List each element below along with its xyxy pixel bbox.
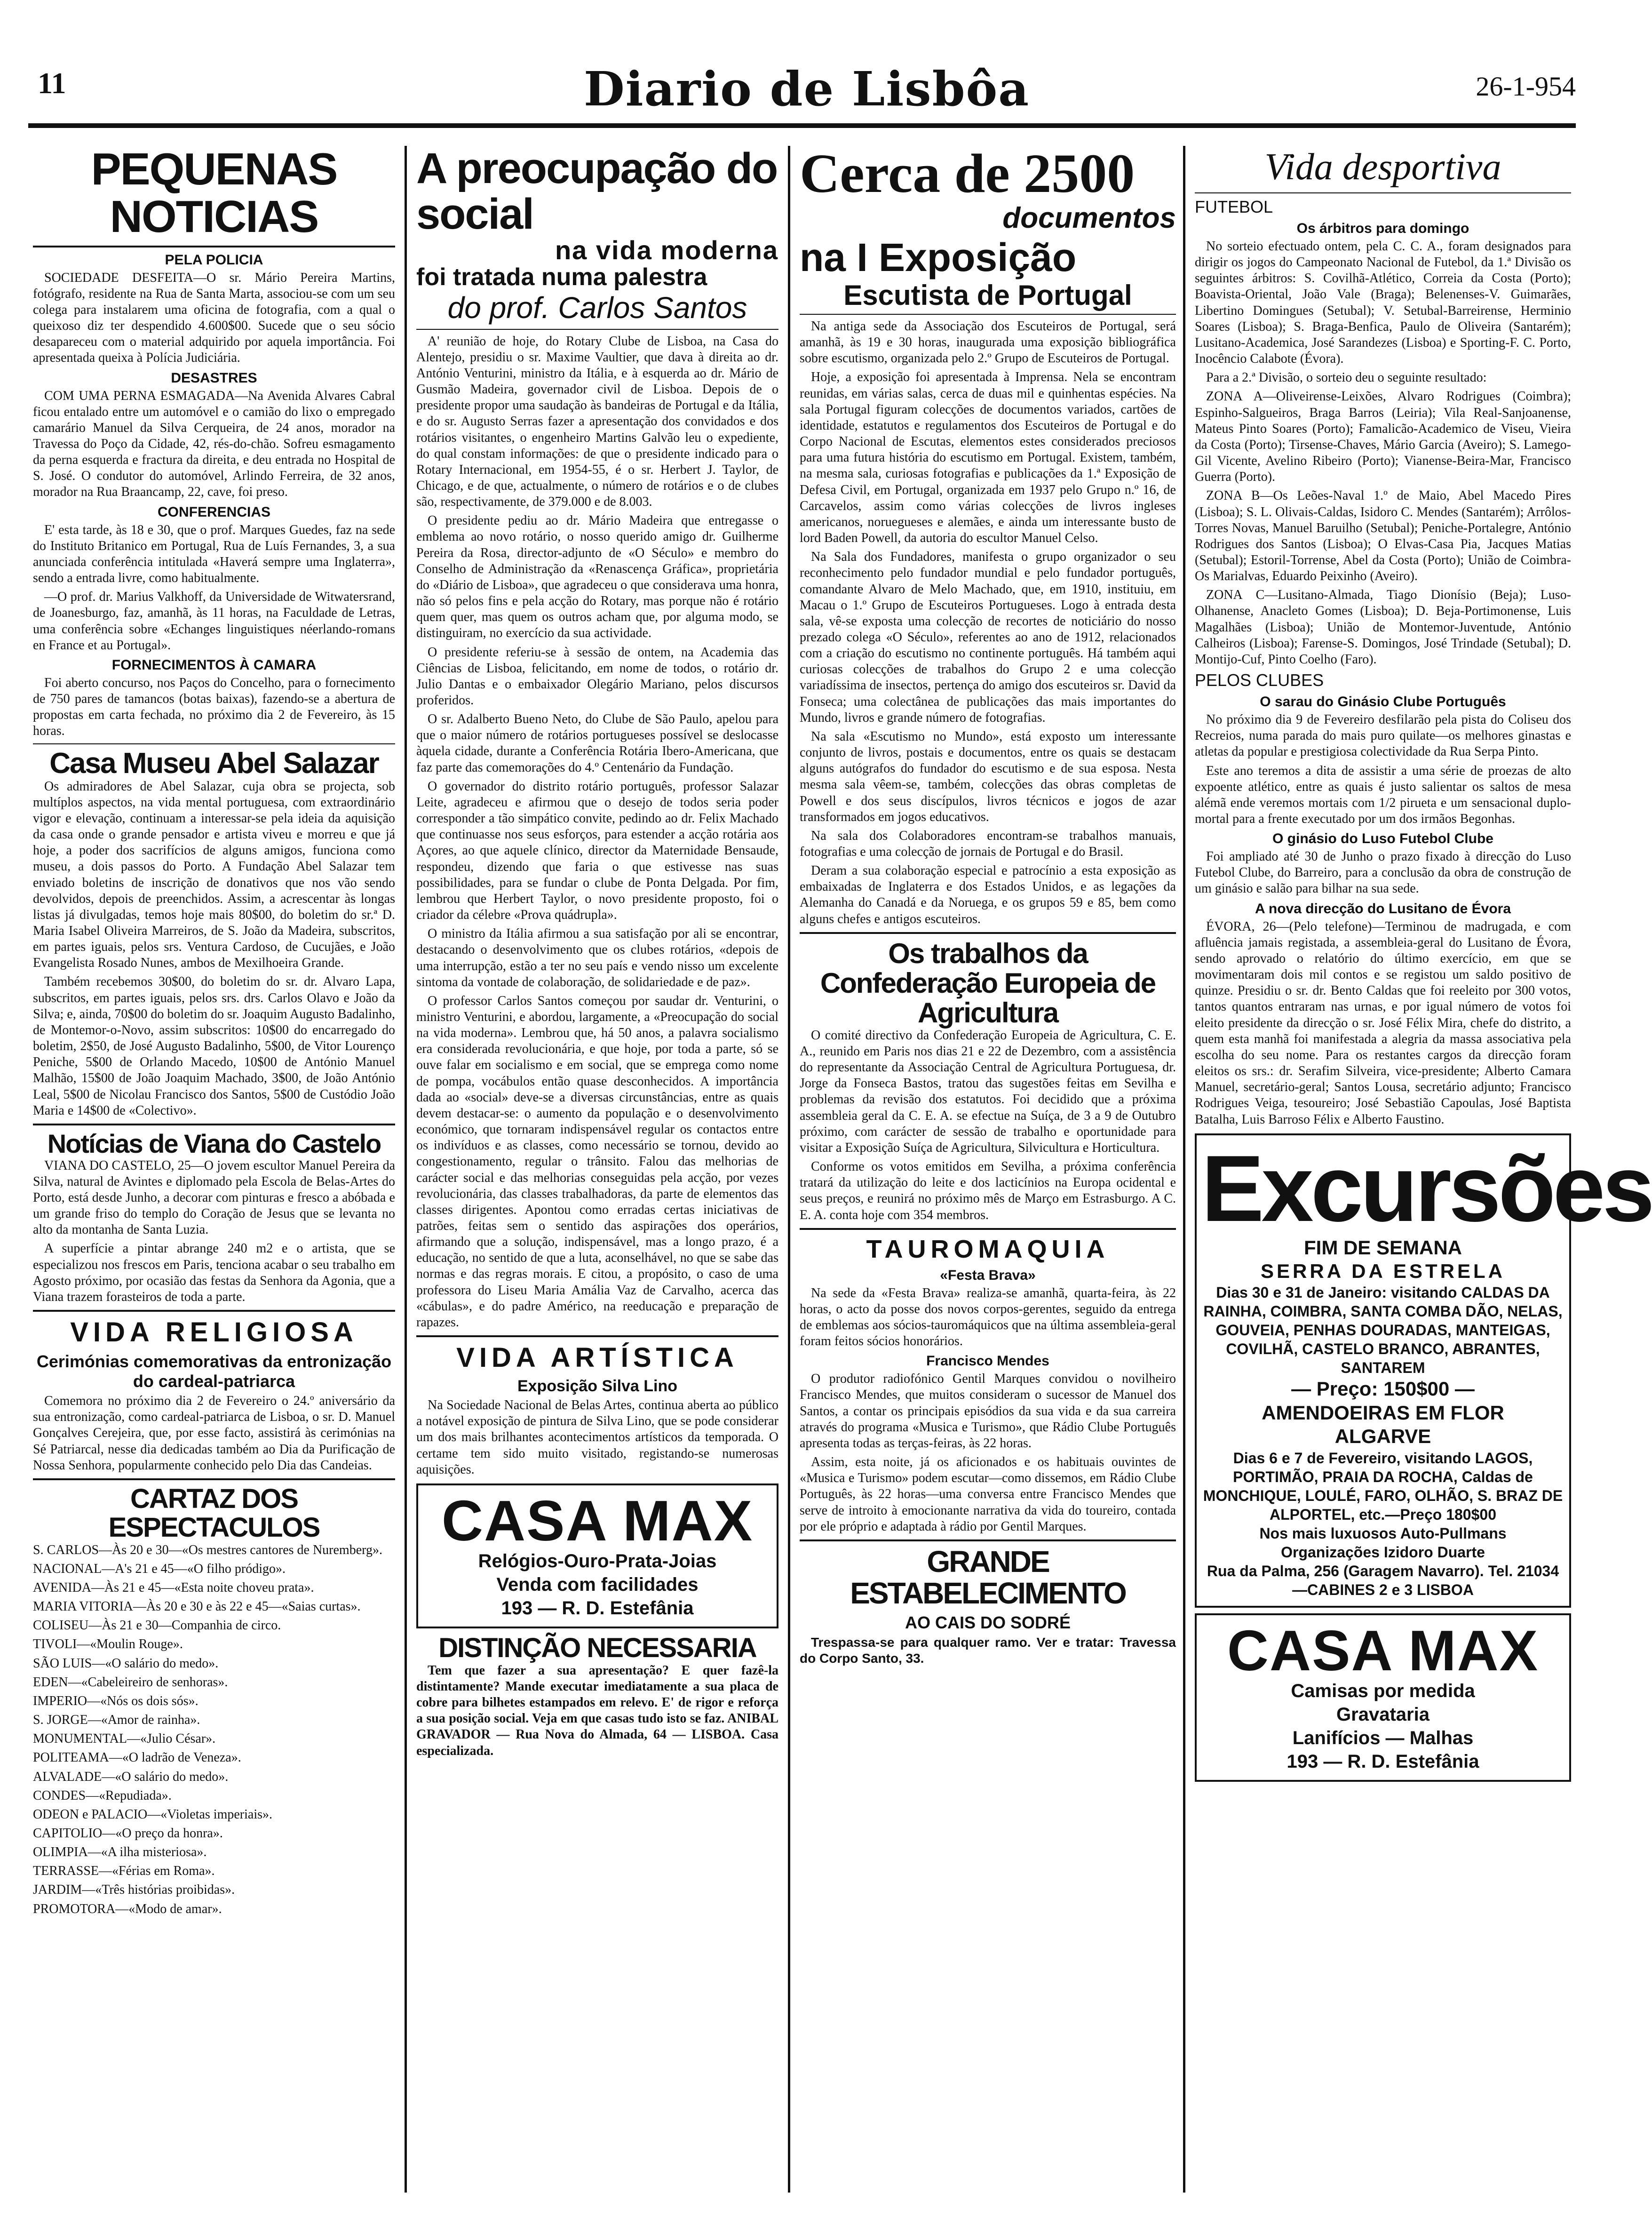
cartaz-item: JARDIM—«Três histórias proibidas». <box>33 1882 235 1898</box>
headline-distincao: DISTINÇÃO NECESSARIA <box>438 1632 756 1663</box>
divider <box>416 329 778 330</box>
article-paragraph: COM UMA PERNA ESMAGADA—Na Avenida Alvares Cabral ficou entalado entre um automóvel e o camião do lixo o empregado camarário Manuel da Silva Cerqueira, de 24 anos, morador na Travessa do Poço da Cidade, 42, rés-do-chão. Sofreu esmagamento da perna esquerda e fractura da direita, e deu entrada no Hospital de S. José. O condutor do automóvel, Arlindo Ferreira, de 32 anos, morador na Rua Braancamp, 22, cave, foi preso. <box>33 388 395 500</box>
cartaz-item: COLISEU—Às 21 e 30—Companhia de circo. <box>33 1618 281 1633</box>
ad-excursoes <box>1195 1133 1652 1608</box>
article-paragraph: SOCIEDADE DESFEITA—O sr. Mário Pereira Martins, fotógrafo, residente na Rua de Santa Marta, associou-se com um seu colega para instalarem uma oficina de fotografia, com a qual o queixoso diz ter despendido 4.600$00. Sucede que o seu sócio desapareceu com o material adquirido por aquela importância. Foi apresentada queixa à Polícia Judiciária. <box>33 270 395 366</box>
subhead-policia: PELA POLICIA <box>165 252 263 268</box>
article-paragraph: ZONA A—Oliveirense-Leixões, Alvaro Rodrigues (Coimbra); Espinho-Salgueiros, Braga Barros (Leiria); Vila Real-Sanjoanense, Mateus Pinto Soares (Porto); Famalicão-Academico de Viseu, Vieira da Costa (Porto); Tirsense-Chaves, Mário Garcia (Aveiro); S. Lamego-Gil Vicente, Avelino Ribeiro (Porto); Vianense-Beira-Mar, Francisco Guerra (Porto). <box>1195 389 1571 485</box>
ad-address: 193 — R. D. Estefânia <box>501 1597 694 1619</box>
cartaz-item: PROMOTORA—«Modo de amar». <box>33 1901 222 1916</box>
headline-preocupacao: A preocupação do social <box>416 144 778 238</box>
article-paragraph: Foi ampliado até 30 de Junho o prazo fixado à direcção do Luso Futebol Clube, do Barreiro, para a conclusão da obra de construção de um ginásio e salão para bilhar na sua sede. <box>1195 849 1571 896</box>
ad-line: AMENDOEIRAS EM FLOR <box>1262 1401 1504 1424</box>
column-divider <box>788 146 790 2193</box>
subhead-exposicao: Exposição Silva Lino <box>517 1377 678 1396</box>
cartaz-item: S. JORGE—«Amor de rainha». <box>33 1713 200 1728</box>
headline-line-2: na vida moderna <box>555 235 778 265</box>
subhead-francisco-mendes: Francisco Mendes <box>926 1353 1049 1369</box>
subhead-pelos-clubes: PELOS CLUBES <box>1195 670 1324 690</box>
cartaz-item: NACIONAL—A's 21 e 45—«O filho pródigo». <box>33 1561 286 1576</box>
divider <box>800 932 1176 934</box>
column-divider <box>405 146 407 2193</box>
ad-line: Nos mais luxuosos Auto-Pullmans <box>1259 1524 1507 1542</box>
article-paragraph: Comemora no próximo dia 2 de Fevereiro o 24.º aniversário da sua entronização, como cardeal-patriarca de Lisboa, o sr. D. Manuel Gonçalves Cerejeira, que, por esse facto, assistirá às cerimónias na Sé Patriarcal, nesse dia dedicadas também ao Dia da Purificação de Nossa Senhora, popularmente conhecido pelo Dia das Candeias. <box>33 1394 395 1473</box>
cartaz-item: CAPITOLIO—«O preço da honra». <box>33 1826 223 1841</box>
subhead-fornecimentos: FORNECIMENTOS À CAMARA <box>111 657 317 673</box>
article-paragraph: ZONA C—Lusitano-Almada, Tiago Dionísio (Beja); Luso-Olhanense, Anacleto Gomes (Lisboa); D. Beja-Portimonense, Luis Magalhães (Lisboa); União de Montemor-Juventude, António Calheiros (Lisboa); Farense-S. Domingos, José Trindade (Setubal); D. Montijo-Cuf, Pinto Coelho (Faro). <box>1195 588 1571 667</box>
article-paragraph: O comité directivo da Confederação Europeia de Agricultura, C. E. A., reunido em Paris nos dias 21 e 22 de Dezembro, com a assistência do representante da Associação Central de Agricultura Portuguesa, dr. Jorge da Fonseca Bastos, tratou das sugestões feitas em Sevilha e problemas da revisão dos estatutos. Foi decidido que a próxima assembleia geral da C. E. A. se efectue na Suíça, de 3 a 9 de Outubro próximo, com carácter de sessão de trabalho e oportunidade para visitar a Exposição Suíça de Agricultura, Silvicultura e Horticultura. <box>800 1028 1176 1155</box>
ad-price: — Preço: 150$00 — <box>1291 1378 1475 1400</box>
headline-vida-artistica: VIDA ARTÍSTICA <box>456 1342 739 1373</box>
cartaz-item: CONDES—«Repudiada». <box>33 1788 172 1803</box>
subhead-ginasio: O ginásio do Luso Futebol Clube <box>1272 831 1493 847</box>
headline-line-4: Escutista de Portugal <box>843 279 1132 311</box>
article-paragraph: Os admiradores de Abel Salazar, cuja obra se projecta, sob multíplos aspectos, na vida mental portuguesa, com extraordinário vigor e elevação, continuam a interessar-se pela ideia da aquisição da casa onde o grande pensador e artista viveu e morreu e que já hoje, a poder dos sacrifícios de alguns amigos, funciona como museu, a dois passos do Porto. A Fundação Abel Salazar tem enviado boletins de inscrição de donativos que nos vão sendo devolvidos, depois de preenchidos. Assim, a acrescentar às longas listas já divulgadas, temos hoje mais 80$00, do boletim do sr.ª D. Maria Isabel Oliveira Marreiros, de S. João da Madeira, subscritos, em partes iguais, pelos srs. Ventura Cardoso, de Cucujães, e João Evangelista Rosado Nunes, ambos de Mexilhoeira Grande. <box>33 779 395 971</box>
article-paragraph: E' esta tarde, às 18 e 30, que o prof. Marques Guedes, faz na sede do Instituto Britanico em Portugal, Rua de Luís Fernandes, 3, a sua anunciada conferência intitulada «Haverá sempre uma Inglaterra», sendo a entrada livre, como habitualmente. <box>33 522 395 586</box>
ad-line: Venda com facilidades <box>496 1574 699 1595</box>
ad-name: CASA MAX <box>441 1488 754 1553</box>
cartaz-item: SÃO LUIS—«O salário do medo». <box>33 1656 219 1671</box>
ad-address: 193 — R. D. Estefânia <box>1287 1751 1479 1772</box>
ad-line: AO CAIS DO SODRÉ <box>905 1613 1071 1633</box>
ad-title: Excursões <box>1201 1136 1652 1241</box>
ad-casa-max-relogios <box>416 1483 778 1628</box>
cartaz-item: AVENIDA—Às 21 e 45—«Esta noite choveu prata». <box>33 1580 314 1595</box>
column-divider <box>1183 146 1185 2193</box>
cartaz-item: MONUMENTAL—«Julio César». <box>33 1731 216 1746</box>
article-paragraph: —O prof. dr. Marius Valkhoff, da Universidade de Witwatersrand, de Joanesburgo, faz, amanhã, às 11 horas, na Faculdade de Letras, uma conferência sobre «Echanges linguistiques néerlando-romans en France et au Portugal». <box>33 590 395 653</box>
newspaper-title: Diario de Lisbôa <box>583 61 1030 117</box>
column-2 <box>416 146 778 2193</box>
article-paragraph: Este ano teremos a dita de assistir a uma série de proezas de alto expoente atlético, entre as quais é justo salientar os saltos de mesa alémã ende veremos mortais com 1/2 pirueta e um sensacional duplo-mortal para a frente executado por um dos irmãos Begonhas. <box>1195 763 1571 826</box>
divider <box>33 246 395 247</box>
headline-tauromaquia: TAUROMAQUIA <box>866 1235 1110 1263</box>
subhead-lusitano: A nova direcção do Lusitano de Évora <box>1255 901 1511 917</box>
subhead-sarau: O sarau do Ginásio Clube Português <box>1260 694 1506 710</box>
cartaz-item: POLITEAMA—«O ladrão de Veneza». <box>33 1750 241 1765</box>
page-number: 11 <box>38 66 66 100</box>
subhead-desastres: DESASTRES <box>171 370 257 386</box>
divider <box>800 314 1176 315</box>
ad-line: Dias 30 e 31 de Janeiro: visitando CALDAS DA RAINHA, COIMBRA, SANTA COMBA DÃO, NELAS, GOUVEIA, PENHAS DOURADAS, MANTEIGAS, COVILHÃ, CASTELO BRANCO, ABRANTES, SANTAREM <box>1203 1284 1563 1377</box>
article-paragraph: Na antiga sede da Associação dos Escuteiros de Portugal, será amanhã, às 19 e 30 horas, inaugurada uma exposição bibliográfica sobre escutismo, organizada pelo 2.º Grupo de Escuteiros de Portugal. <box>800 319 1176 366</box>
ad-line: Lanifícios — Malhas <box>1292 1727 1474 1748</box>
article-paragraph: Para a 2.ª Divisão, o sorteio deu o seguinte resultado: <box>1206 370 1487 385</box>
subhead-futebol: FUTEBOL <box>1195 197 1273 216</box>
article-paragraph: VIANA DO CASTELO, 25—O jovem escultor Manuel Pereira da Silva, natural de Avintes e diplomado pela Escola de Belas-Artes do Porto, está desde Junho, a decorar com pinturas e fresco a abóbada e um grande friso do templo do Coração de Jesus que se levanta no alto da montanha de Santa Luzia. <box>33 1158 395 1237</box>
headline-casa-museu: Casa Museu Abel Salazar <box>49 747 379 780</box>
divider <box>800 1539 1176 1541</box>
ad-line: Relógios-Ouro-Prata-Joias <box>478 1550 717 1571</box>
article-paragraph: No próximo dia 9 de Fevereiro desfilarão pela pista do Coliseu dos Recreios, numa parada do mais puro quilate—os melhores ginastas e atletas da popular e prestigiosa colectividade da Rua Serpa Pinto. <box>1195 712 1571 759</box>
article-paragraph: O sr. Adalberto Bueno Neto, do Clube de São Paulo, apelou para que o maior número de rotários portugueses possível se deslocasse àquela cidade, durante a Conferência Rotária Ibero-Americana, que faz parte das comemorações do 4.º Centenário da Fundação. <box>416 712 778 775</box>
article-paragraph: A superfície a pintar abrange 240 m2 e o artista, que se especializou nos frescos em Paris, tenciona acabar o seu trabalho em Agosto próximo, por ocasião das festas da Senhora da Agonia, que a Viana trazem forasteiros de toda a parte. <box>33 1241 395 1304</box>
column-3 <box>800 143 1176 2193</box>
article-paragraph: O presidente referiu-se à sessão de ontem, na Academia das Ciências de Lisboa, felicitando, em nome de todos, o rotário dr. Julio Dantas e o embaixador Olegário Mariano, pelos discursos proferidos. <box>416 645 778 708</box>
headline-vida-religiosa: VIDA RELIGIOSA <box>70 1317 358 1348</box>
ad-line: Organizações Izidoro Duarte <box>1281 1543 1485 1561</box>
ad-address: Rua da Palma, 256 (Garagem Navarro). Tel. 21034—CABINES 2 e 3 LISBOA <box>1207 1562 1559 1598</box>
cartaz-item: OLIMPIA—«A ilha misteriosa». <box>33 1845 207 1860</box>
cartaz-item: S. CARLOS—Às 20 e 30—«Os mestres cantores de Nuremberg». <box>33 1542 382 1557</box>
article-paragraph: ÉVORA, 26—(Pelo telefone)—Terminou de madrugada, e com afluência jamais registada, a assembleia-geral do Lusitano de Évora, sendo aprovado o relatório do último exercício, em que se movimentaram dois mil contos e se registou um saldo positivo de quinze. Presidiu o sr. dr. Bento Caldas que foi reeleito por 300 votos, tantos quantos entraram nas urnas, e por igual número de votos foi eleito presidente da direcção o sr. José Félix Mira, chefe do distrito, a quem esta manhã foi manifestada a alegria da massa associativa pela escolha do seu nome. Para os restantes cargos da direcção foram eleitos os srs.: dr. Serafim Silveira, vice-presidente; Alberto Camara Manuel, secretário-geral; Santos Lousa, secretário adjunto; Francisco Rodrigues Veiga, tesoureiro; José Sebastião Capoulas, José Baptista Batalha, Luis Barroso Félix e Alberto Faustino. <box>1195 919 1571 1127</box>
ad-line: Dias 6 e 7 de Fevereiro, visitando LAGOS, PORTIMÃO, PRAIA DA ROCHA, Caldas de MONCHIQUE, LOULÉ, FARO, OLHÃO, S. BRAZ DE ALPORTEL, etc.—Preço 180$00 <box>1203 1449 1563 1523</box>
cartaz-item: TERRASSE—«Férias em Roma». <box>33 1864 215 1879</box>
ad-grande-estabelecimento: GRANDE ESTABELECIMENTO <box>850 1544 1126 1611</box>
article-paragraph: No sorteio efectuado ontem, pela C. C. A., foram designados para dirigir os jogos do Campeonato Nacional de Futebol, da 1.ª Divisão os seguintes árbitros: S. Covilhã-Atlético, Correia da Costa (Porto); Boavista-Oriental, João Vale (Braga); Belenenses-V. Guimarães, Libertino Domingues (Setubal); V. Setubal-Barreirense, Herminio Soares (Lisboa); S. Braga-Benfica, Paulo de Oliveira (Santarém); Lusitano-Academica, José Sarandezes (Lisboa) e Sporting-F. C. Porto, Inocêncio Calabote (Évora). <box>1195 239 1571 367</box>
ad-line: Camisas por medida <box>1291 1680 1475 1701</box>
subhead-arbitros: Os árbitros para domingo <box>1296 221 1469 236</box>
masthead <box>38 61 1576 122</box>
subhead-cerimonias: Cerimónias comemorativas da entronização do cardeal-patriarca <box>36 1352 392 1391</box>
headline-cerca: Cerca de 2500 <box>800 143 1135 204</box>
article-paragraph: Na sala dos Colaboradores encontram-se trabalhos manuais, fotografias e uma colecção de jornais de Portugal e do Brasil. <box>800 828 1176 859</box>
cartaz-item: IMPERIO—«Nós os dois sós». <box>33 1693 199 1708</box>
column-1 <box>33 146 395 2193</box>
divider <box>800 1228 1176 1230</box>
section-title-pequenas-noticias: PEQUENAS NOTICIAS <box>91 144 337 242</box>
ad-line: Gravataria <box>1336 1704 1430 1725</box>
article-paragraph: Assim, esta noite, já os aficionados e os habituais ouvintes de «Musica e Turismo» podem escutar—como dissemos, em Rádio Clube Português, às 22 horas—uma conversa entre Francisco Mendes que serve de introito à emocionante narrativa da vida do toureiro, contada por ele próprio e adaptada à rádio por Gentil Marques. <box>800 1455 1176 1534</box>
ad-name: CASA MAX <box>1227 1618 1539 1683</box>
ad-casa-max-camisas <box>1195 1613 1571 1782</box>
article-paragraph: Conforme os votos emitidos em Sevilha, a próxima conferência tratará da utilização do leite e dos lacticínios na Europa ocidental e seus preços, e reunirá no próximo mês de Março em Estrasburgo. A C. E. A. conta hoje com 354 membros. <box>800 1159 1176 1222</box>
article-paragraph: Tem que fazer a sua apresentação? E quer fazê-la distintamente? Mande executar imediatamente a sua placa de cobre para bilhetes estampados em relevo. E' de rigor e reforça a sua posição social. Veja em que casas tudo isto se faz. ANIBAL GRAVADOR — Rua Nova do Almada, 64 — LISBOA. Casa especializada. <box>416 1663 778 1758</box>
article-paragraph: Na sede da «Festa Brava» realiza-se amanhã, quarta-feira, às 22 horas, o acto da posse dos novos corpos-gerentes, seguido da entrega de emblemas aos sócios-tauromáquicos que na última assembleia-geral foram feitos sócios honorários. <box>800 1285 1176 1349</box>
article-paragraph: Hoje, a exposição foi apresentada à Imprensa. Nela se encontram reunidas, em várias salas, cerca de duas mil e quinhentas espécies. Na sala Portugal figuram colecções de documentos variados, cartões de identidade, estatutos e regulamentos dos Escuteiros de Portugal e do Corpo Nacional de Escutas, elementos estes considerados preciosos para uma futura história do escutismo em Portugal. Existem, também, na mesma sala, curiosas fotografias e publicações da 1.ª Exposição de Defesa Civil, em Portugal, organizada em 1937 pelo Grupo n.º 16, de Carcavelos, assim como várias colecções de livros ingleses americanos, noruegueses e alemães, e ainda um interessante busto de lord Baden Powell, da autoria do escultor Manuel Celso. <box>800 370 1176 546</box>
ad-line: Trespassa-se para qualquer ramo. Ver e tratar: Travessa do Corpo Santo, 33. <box>800 1635 1176 1666</box>
article-paragraph: Na sala «Escutismo no Mundo», está exposto um interessante conjunto de livros, postais e documentos, entre os quais se destacam alguns autógrafos do fundador do escutismo e de sua esposa. Nesta mesma sala vêem-se, também, colecções das obras completas de Powell e dos seus discípulos, livros técnicos e jogos de azar transformados em jogos educativos. <box>800 729 1176 824</box>
headline-line-4: do prof. Carlos Santos <box>447 290 747 325</box>
divider <box>33 1478 395 1480</box>
divider <box>33 1310 395 1312</box>
article-paragraph: Na Sociedade Nacional de Belas Artes, continua aberta ao público a notável exposição de pintura de Silva Lino, que se pode considerar um dos mais brilhantes acontecimentos artísticos da temporada. O certame tem sido muito visitado, registando-se numerosas aquisições. <box>416 1398 778 1477</box>
article-paragraph: O professor Carlos Santos começou por saudar dr. Venturini, o ministro Venturini, e abordou, largamente, a «Preocupação do social na vida moderna». Lembrou que, há 50 anos, a palavra socialismo era considerada revolucionária, e que hoje, por toda a parte, só se ouve falar em socialismo e em social, que se emprega como nome de pompa, vocábulos então quase desconhecidos. A importância dada ao «social» deve-se a diversas circunstâncias, entre as quais devem destacar-se: o aumento da população e o desenvolvimento económico, que tornaram indispensável regular os contactos entre os indivíduos e as classes, como necessário se tornou, devido ao congestionamento, regular o trânsito. Falou das melhorias de carácter social e das melhorias conseguidas pela acção, por vezes revolucionária, das classes trabalhadoras, da parte de elementos das classes dirigentes. Apontou como erradas certas iniciativas de patrões, feitas sem o sentido das aspirações dos operários, afirmando que a solução, indispensável, mas a longo prazo, é a educação, no sentido de que a luta, aconselhável, no que se sabe das normas e das regras morais. E citou, a propósito, o caso de uma professora do Liseu Maria Amália Vaz de Carvalho, acerca das «cábulas», e do padre Américo, na reeducação e preparação de rapazes. <box>416 993 778 1330</box>
column-4 <box>1195 146 1652 2193</box>
divider <box>1195 192 1571 193</box>
ad-line: SERRA DA ESTRELA <box>1261 1260 1505 1283</box>
subhead-conferencias: CONFERENCIAS <box>157 504 270 520</box>
article-paragraph: ZONA B—Os Leões-Naval 1.º de Maio, Abel Macedo Pires (Lisboa); S. L. Olivais-Caldas, Isidoro C. Mendes (Santarém); Arrôlos-Torres Novas, Manuel Baruilho (Setubal); Peniche-Portalegre, António Rodrigues dos Santos (Lisboa); O Elvas-Casa Pia, Jacques Matias (Setubal); Estoril-Torrense, Abel da Costa (Porto); União de Coimbra-Os Marialvas, Eduardo Peixinho (Aveiro). <box>1195 488 1571 584</box>
ad-line: FIM DE SEMANA <box>1304 1236 1462 1259</box>
cartaz-list <box>33 1542 395 1917</box>
article-paragraph: O produtor radiofónico Gentil Marques convidou o novilheiro Francisco Mendes, que muitos consideram o sucessor de Manuel dos Santos, a contar os principais episódios da sua vida e da sua carreira através do programa «Musica e Turismo», que Rádio Clube Português apresenta todas as terças-feiras, às 22 horas. <box>800 1372 1176 1451</box>
cartaz-item: MARIA VITORIA—Às 20 e 30 e às 22 e 45—«Saias curtas». <box>33 1599 361 1614</box>
cartaz-item: EDEN—«Cabeleireiro de senhoras». <box>33 1675 228 1690</box>
divider <box>33 1124 395 1125</box>
ad-line: ALGARVE <box>1334 1425 1431 1448</box>
cartaz-item: ALVALADE—«O salário do medo». <box>33 1769 229 1784</box>
divider <box>416 1335 778 1337</box>
headline-cartaz: CARTAZ DOS ESPECTACULOS <box>108 1483 320 1543</box>
section-title-vida-desportiva: Vida desportiva <box>1264 146 1501 188</box>
article-paragraph: Foi aberto concurso, nos Paços do Concelho, para o fornecimento de 750 pares de tamancos (botas baixas), fazendo-se a abertura de propostas em carta fechada, no próximo dia 2 de Fevereiro, às 15 horas. <box>33 675 395 739</box>
article-paragraph: Na Sala dos Fundadores, manifesta o grupo organizador o seu reconhecimento pelo fundador mundial e pelo fundador português, comandante Alvaro de Melo Machado, que, em 1910, instituiu, em Macau o 1.º Grupo de Escuteiros Portugueses. Logo à entrada desta sala, vê-se exposta uma colecção de recortes de noticiário do nosso prezado colega «O Século», referentes ao ano de 1912, relacionados com a criação do escutismo no continente português. Há também aqui curiosas colecções de trabalhos do Grupo 2 e uma colecção variadíssima de insectos, pertença do amigo dos escuteiros sr. David da Fonseca; uma colectânea de publicações das mais importantes do Mundo, livros e grande número de fotografias. <box>800 550 1176 725</box>
article-paragraph: O presidente pediu ao dr. Mário Madeira que entregasse o emblema ao novo rotário, o nosso querido amigo dr. Guilherme Pereira da Rosa, director-adjunto de «O Século» e membro do Conselho de Administração da «Renascença Gráfica», proprietária do «Diário de Lisboa», que agradeceu o que considerava uma honra, não só pelos fins e pela acção do Rotary, mas porque não é rotário quem quer, mas quem os outros acham que, por alguma modo, se distinguiram, no exercício da sua actividade. <box>416 513 778 641</box>
headline-line-3: na I Exposição <box>800 235 1077 279</box>
subhead-festa-brava: «Festa Brava» <box>940 1267 1036 1283</box>
divider <box>33 743 395 744</box>
headline-line-3: foi tratada numa palestra <box>416 263 707 291</box>
headline-viana: Notícias de Viana do Castelo <box>47 1128 381 1158</box>
masthead-rule <box>28 123 1576 128</box>
headline-confederacao: Os trabalhos da Confederação Europeia de Agricultura <box>820 937 1156 1029</box>
issue-date: 26-1-954 <box>1476 71 1576 102</box>
cartaz-item: TIVOLI—«Moulin Rouge». <box>33 1637 183 1652</box>
headline-line-2: documentos <box>1002 202 1176 234</box>
article-paragraph: Também recebemos 30$00, do boletim do sr. dr. Alvaro Lapa, subscritos, em partes iguais, pelos srs. drs. Carlos Olavo e João da Silva; e, ainda, 70$00 do boletim do sr. Joaquim Augusto Badalinho, de Montemor-o-Novo, assim subscritos: 10$00 do encarregado do boletim, 2$50, de José Augusto Badalinho, 5$00, de Vitor Lourenço Peniche, 5$00 de Orlando Macedo, 10$00 de António Manuel Malhão, 15$00 de João Joaquim Machado, 3$00, de João António Leal, 5$00 de Nicolau Francisco dos Santos, 5$00 de Custódio João Maria e 14$00 de «Colectivo». <box>33 974 395 1118</box>
article-paragraph: O ministro da Itália afirmou a sua satisfação por ali se encontrar, destacando o desenvolvimento que os clubes rotários, «depois de uma interrupção, estão a ter no seu país e vendo nisso um excelente sintoma da vontade de colaboração, de solidariedade e de paz». <box>416 926 778 989</box>
article-paragraph: A' reunião de hoje, do Rotary Clube de Lisboa, na Casa do Alentejo, presidiu o sr. Maxime Vaultier, que dava à direita ao dr. António Venturini, ministro da Itália, e à esquerda ao dr. Mário de Gusmão Madeira, governador civil de Lisboa. Depois de o presidente propor uma saudação às bandeiras de Portugal e da Itália, e do sr. Augusto Serras fazer a apresentação dos convidados e dos rotários visitantes, o engenheiro Martins Galvão leu o expediente, do qual constam informações: de que o presidente indicado para o Rotary Internacional, em 1954-55, é o sr. Herbert J. Taylor, de Chicago, e de que, actualmente, o número de rotários e o de clubes são, respectivamente, de 379.000 e de 8.003. <box>416 334 778 510</box>
article-paragraph: Deram a sua colaboração especial e patrocínio a esta exposição as embaixadas de Inglaterra e dos Estados Unidos, e as legações da Alemanha do Canadá e da Noruega, e os grupos 59 e 85, bem como alguns chefes e antigos escuteiros. <box>800 863 1176 926</box>
article-paragraph: O governador do distrito rotário português, professor Salazar Leite, agradeceu e afirmou que o desejo de todos seria poder corresponder a tão simpático convite, pedindo ao dr. Felix Machado que continuasse nos seus esforços, para estender a acção rotária aos Açores, ao que aquele clínico, director da Maternidade Bensaude, respondeu, dizendo que faria o que estivesse nas suas possibilidades, para se fundar o clube de Ponta Delgada. Por fim, lembrou que Herbert Taylor, o novo presidente proposto, foi o criador da célebre «Prova quádrupla». <box>416 779 778 923</box>
cartaz-item: ODEON e PALACIO—«Violetas imperiais». <box>33 1807 273 1822</box>
